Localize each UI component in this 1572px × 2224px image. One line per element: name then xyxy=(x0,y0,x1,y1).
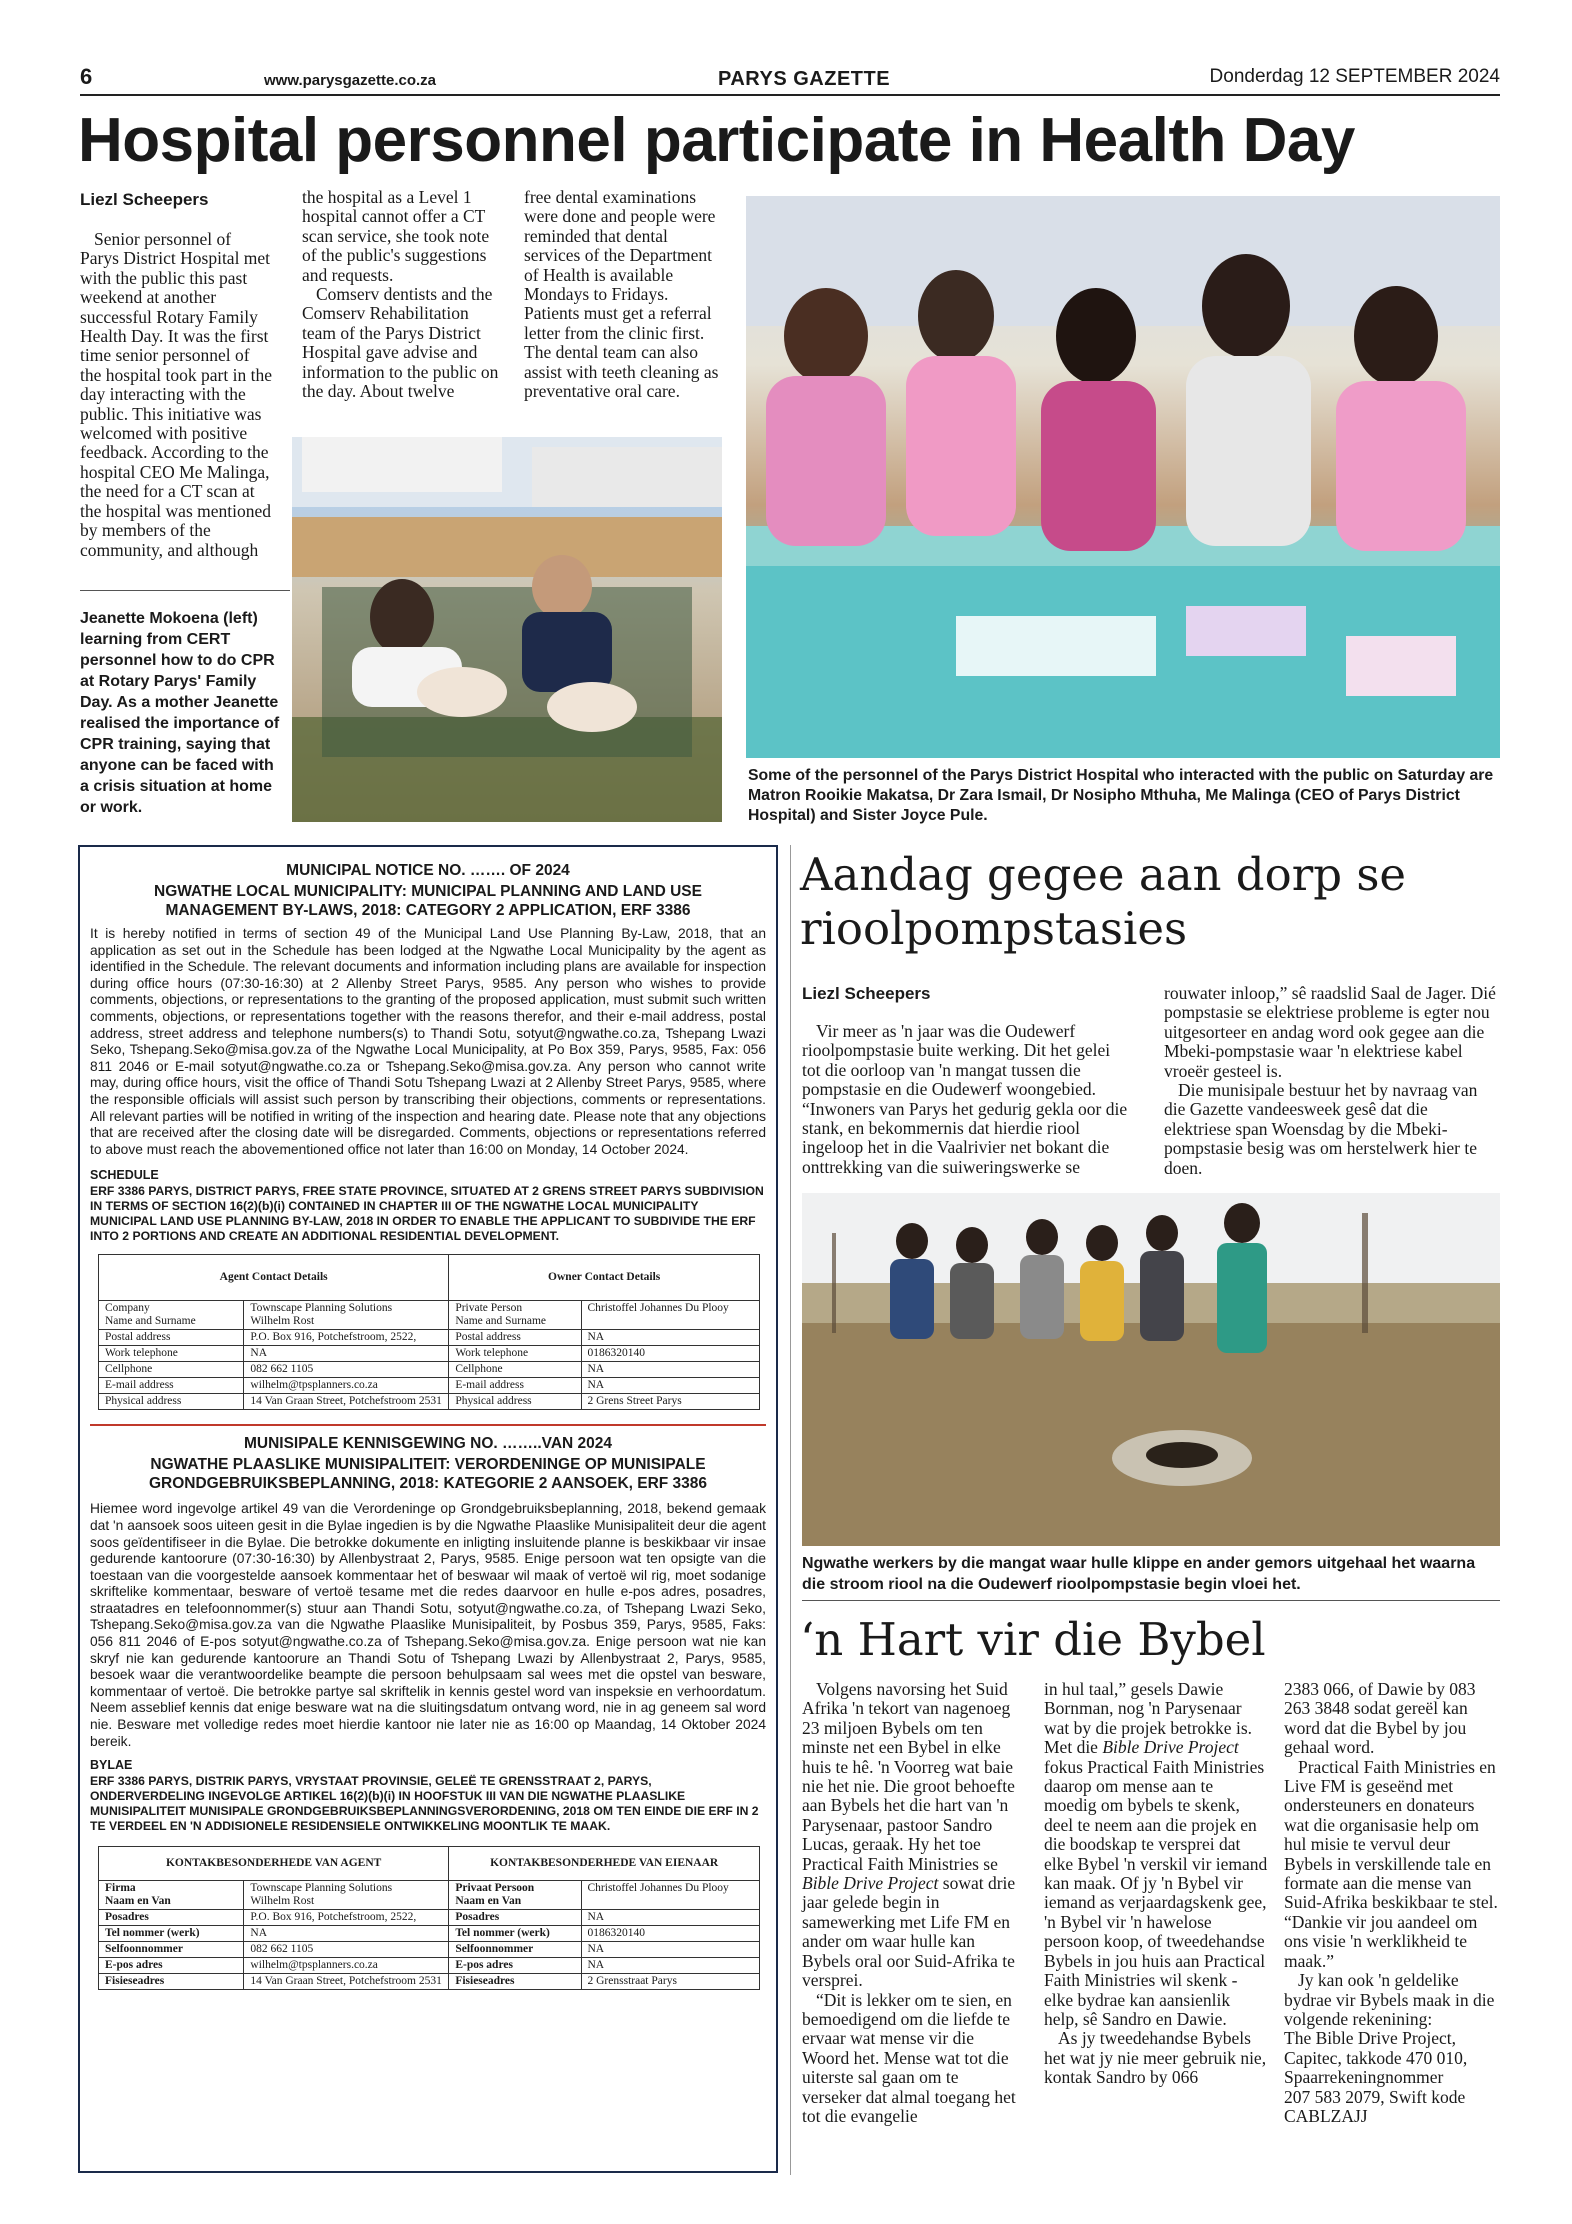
contact-field-value: NA xyxy=(581,1910,760,1926)
contact-table-row xyxy=(99,1958,760,1974)
contact-field-label: Selfoonnommer xyxy=(449,1942,581,1958)
photo-hospital-personnel xyxy=(746,196,1500,758)
contact-field-label: Cellphone xyxy=(449,1362,581,1378)
contact-field-label: Fisieseadres xyxy=(449,1974,581,1990)
contact-field-value: 082 662 1105 xyxy=(244,1362,449,1378)
contact-field-value: 14 Van Graan Street, Potchefstroom 2531 xyxy=(244,1394,449,1410)
contact-field-value: 14 Van Graan Street, Potchefstroom 2531 xyxy=(244,1974,449,1990)
contact-table-row xyxy=(99,1330,760,1346)
photo-cpr-training xyxy=(292,437,722,822)
contact-field-value: NA xyxy=(581,1378,760,1394)
contact-table-row xyxy=(99,1926,760,1942)
contact-field-value: NA xyxy=(581,1942,760,1958)
notice-en-contact-table xyxy=(98,1254,760,1410)
caption-cpr: Jeanette Mokoena (left) learning from CERT personnel how to do CPR at Rotary Parys' Family Day. As a mother Jeanette realised the importance of CPR training, saying that anyone can be faced with a crisis situation at home or work. xyxy=(80,610,280,816)
byline-article1: Liezl Scheepers xyxy=(80,190,209,209)
contact-table-row xyxy=(99,1346,760,1362)
article1-col1-text: Senior personnel of Parys District Hospital met with the public this past weekend at another successful Rotary Family Health Day. It was the first time senior personnel of the hospital took part in the day interacting with the public. This initiative was welcomed with positive feedback. According to the hospital CEO Me Malinga, the need for a CT scan at the hospital was mentioned by members of the community, and although xyxy=(80,229,272,560)
municipal-notice-box xyxy=(78,845,778,2173)
contact-field-label: Postal address xyxy=(99,1330,244,1346)
notice-en-schedule: ERF 3386 PARYS, DISTRICT PARYS, FREE STATE PROVINCE, SITUATED AT 2 GRENS STREET PARYS SUBDIVISION IN TERMS OF SECTION 16(2)(b)(i) CONTAINED IN CHAPTER III OF THE NGWATHE LOCAL MUNICIPALITY MUNICIPAL LAND USE PLANNING BY-LAW, 2018 IN ORDER TO ENABLE THE APPLICANT TO SUBDIVIDE THE ERF INTO 2 PORTIONS AND CREATE AN ADDITIONAL RESIDENTIAL DEVELOPMENT. xyxy=(90,1184,764,1244)
contact-table-row xyxy=(99,1942,760,1958)
contact-field-label: E-mail address xyxy=(99,1378,244,1394)
contact-field-label: Private Person Name and Surname xyxy=(449,1301,581,1330)
contact-field-value: Townscape Planning Solutions Wilhelm Rost xyxy=(244,1881,449,1910)
notice-af-body: Hiemee word ingevolge artikel 49 van die Verordeninge op Grondgebruiksbeplanning, 2018, bekend gemaak dat 'n aansoek soos uiteen gesit in die Bylae ingedien is by die Ngwathe Plaaslike Munisipaliteit deur die agent soos geïdentifiseer in die Bylae. Die betrokke dokumente en inligting insluitende planne is beskikbaar vir insae gedurende kantoorure (07:30-16:30) by Allenbystraat 2, Parys, 9585. Enige persoon wat ten opsigte van die toestaan van die voorgestelde aansoek kommentaar het of beswaar wil maak of vertoë wil rig, moet sodanige skriftelike kommentaar, besware of vertoë tesame met die redes daarvoor en hulle e-pos adres, posadres, straatadres en telefoonnommer(s) stuur aan Thandi Sotu, sotyut@ngwathe.co.za, of Tshepang Lwazi Seko, Tshepang.Seko@misa.gov.za van die Ngwathe Plaaslike Munisipaliteit, by Posbus 359, Parys, 9585, Faks: 056 811 2046 of E-pos sotyut@ngwathe.co.za of Tshepang.Seko@misa.gov.za. Enige persoon wat nie kan skryf nie kan gedurende kantoorure an Thandi Sotu of Tshepang Lwazi by Allenbystraat 2, Parys, 9585, besoek waar die verantwoordelike beampte die persoon behulpsaam sal wees met die opstel van besware, kommentaar of vertoë. Die betrokke partye sal skriftelik in kennis gestel word van inspeksie en verhoordatum. Neem asseblief kennis dat enige besware wat na die sluitingsdatum ontvang word, nie in ag geneem sal word nie. Besware met volledige redes moet hierdie kantoor nie later nie as 16:00 op Maandag, 14 Oktober 2024 bereik. xyxy=(90,1501,766,1749)
page-header xyxy=(80,62,1500,96)
article1-col2-p1: the hospital as a Level 1 hospital cannot offer a CT scan service, she took note of the public's suggestions and requests. xyxy=(302,187,490,285)
article1-column1 xyxy=(80,230,272,560)
notice-af-contact-table-wrap xyxy=(98,1846,760,1990)
article2-column2 xyxy=(1164,984,1498,1178)
contact-field-label: E-pos adres xyxy=(99,1958,244,1974)
contact-field-label: Privaat Persoon Naam en Van xyxy=(449,1881,581,1910)
contact-field-label: Physical address xyxy=(449,1394,581,1410)
article3-col1-p1: Volgens navorsing het Suid Afrika 'n tekort van nagenoeg 23 miljoen Bybels om ten minste net een Bybel in elke huis te hê. 'n Voorreg wat baie nie het nie. Die groot behoefte aan Bybels het die hart van 'n Parysenaar, pastoor Sandro Lucas, geraak. Hy het toe Practical Faith Ministries se xyxy=(802,1679,1015,1874)
contact-field-label: Tel nommer (werk) xyxy=(449,1926,581,1942)
agent-contact-header: Agent Contact Details xyxy=(99,1255,449,1301)
contact-field-value: NA xyxy=(581,1330,760,1346)
article3-column2 xyxy=(1044,1680,1268,2088)
notice-en-body: It is hereby notified in terms of section 49 of the Municipal Land Use Planning By-Law, 2018, that an application as set out in the Schedule has been lodged at the Ngwathe Local Municipality by the agent as identified in the Schedule. The relevant documents and information including plans are available for inspection during office hours (07:30-16:30) at 2 Allenby Street Parys, 9585. Any person who wishes to provide comments, objections, or representations to the granting of the proposed application, must submit such written comments, objections, or representations together with the reasons therefor, and their e-mail address, postal address, street address and telephone numbers(s) to Thandi Sotu, sotyut@ngwathe.co.za, Tshepang Lwazi Seko, Tshepang.Seko@misa.gov.za of the Ngwathe Local Municipality, at Po Box 359, Parys, 9585, Fax: 056 811 2046 or E-mail sotyut@ngwathe.co.za or Tshepang.Seko@misa.gov.za. Any person who cannot write may, during office hours, visit the office of Thandi Sotu Tshepang Lwazi at 2 Allenby Street Parys, 9585, where the responsible officials will assist such person by transcribing their objections, comments or representations. All relevant parties will be notified in writing of the inspection and hearing date. Please note that any objections that are received after the closing date will be disregarded. Comments, objections or representations referred to above must reach the abovementioned office not later than 16:00 on Monday, 14 October 2024. xyxy=(90,926,766,1157)
article2-column1 xyxy=(802,1022,1132,1177)
contact-field-value: Townscape Planning Solutions Wilhelm Rost xyxy=(244,1301,449,1330)
headline-health-day: Hospital personnel participate in Health Day xyxy=(78,106,1355,175)
issue-date: Donderdag 12 SEPTEMBER 2024 xyxy=(1209,66,1500,87)
article3-col2-p1: in hul taal,” gesels Dawie Bornman, nog 'n Parysenaar wat by die projek betrokke is. Met die xyxy=(1044,1679,1253,1758)
contact-field-label: Selfoonnommer xyxy=(99,1942,244,1958)
contact-field-value: 2 Grensstraat Parys xyxy=(581,1974,760,1990)
photo-ngwathe-workers xyxy=(802,1193,1500,1546)
af-owner-contact-header: KONTAKBESONDERHEDE VAN EIENAAR xyxy=(449,1847,760,1881)
caption-hospital-personnel: Some of the personnel of the Parys District Hospital who interacted with the public on Saturday are Matron Rooikie Makatsa, Dr Zara Ismail, Dr Nosipho Mthuha, Me Malinga (CEO of Parys District Hospital) and Sister Joyce Pule. xyxy=(748,767,1494,824)
headline-rioolpompstasies: Aandag gegee aan dorp se rioolpompstasies xyxy=(800,848,1407,955)
notice-af-schedule: ERF 3386 PARYS, DISTRIK PARYS, VRYSTAAT PROVINSIE, GELEË TE GRENSSTRAAT 2, PARYS, ONDERVERDELING INGEVOLGE ARTIKEL 16(2)(b)(i) IN HOOFSTUK III VAN DIE NGWATHE PLAASLIKE MUNISIPALITEIT MUNISIPALE GRONDGEBRUIKSBEPLANNINGSVERORDENING, 2018 OM TEN EINDE DIE ERF IN 2 TE VERDEEL EN 'N ADDISIONELE RESIDENSIELE ONTWIKKELING MOONTLIK TE MAAK. xyxy=(90,1774,759,1834)
notice-af-title1: MUNISIPALE KENNISGEWING NO. ……..VAN 2024 xyxy=(243,1435,613,1453)
article3-col1-p1b: sowat drie jaar gelede begin in samewerking met Life FM en ander om waar hulle kan Bybels oral oor Suid-Afrika te versprei. xyxy=(802,1873,1016,1991)
bank-details xyxy=(1284,2029,1500,2126)
notice-en-contact-table-wrap xyxy=(98,1254,760,1410)
contact-field-label: E-mail address xyxy=(449,1378,581,1394)
contact-table-row xyxy=(99,1378,760,1394)
notice-divider xyxy=(90,1424,766,1426)
contact-field-value: wilhelm@tpsplanners.co.za xyxy=(244,1958,449,1974)
contact-table-row xyxy=(99,1362,760,1378)
notice-en-table-body xyxy=(99,1301,760,1410)
article2-col1-text: Vir meer as 'n jaar was die Oudewerf rioolpompstasie buite werking. Dit het gelei tot die oorloop van 'n mangat tussen die pompstasie en die Oudewerf woongebied. “Inwoners van Parys het gedurig gekla oor die stank, en bekommernis dat hierdie riool ingeloop het in die Vaalrivier net bokant die onttrekking van die suiweringswerke se xyxy=(802,1021,1128,1177)
bank-line: 207 583 2079, Swift kode xyxy=(1284,2086,1466,2107)
article3-col2-p1b: fokus Practical Faith Ministries daarop om mense aan te moedig om bybels te skenk, deel te neem aan die projek en die boodskap te versprei dat elke Bybel 'n verskil vir iemand kan maak. Of jy 'n Bybel vir iemand as verjaardagskenk gee, 'n Bybel vir 'n hawelose persoon koop, of tweedehandse Bybels in jou huis aan Practical Faith Ministries wil skenk - elke bydrae kan aansienlik help, sê Sandro en Dawie. xyxy=(1044,1756,1268,2029)
article3-col2-italic: Bible Drive Project xyxy=(1102,1737,1239,1758)
website-url[interactable]: www.parysgazette.co.za xyxy=(264,72,437,89)
article3-col2-p2: As jy tweedehandse Bybels het wat jy nie meer gebruik nie, kontak Sandro by 066 xyxy=(1044,2028,1267,2088)
article3-col1-p2: “Dit is lekker om te sien, en bemoedigend om die liefde te ervaar wat mense vir die Woord het. Mense wat tot die uiterste sal gaan om te verseker dat almal toegang het tot die evangelie xyxy=(802,1989,1016,2126)
contact-field-value: P.O. Box 916, Potchefstroom, 2522, xyxy=(244,1330,449,1346)
contact-field-value: wilhelm@tpsplanners.co.za xyxy=(244,1378,449,1394)
article3-column1 xyxy=(802,1680,1018,2126)
notice-en-schedule-label: SCHEDULE xyxy=(90,1168,159,1183)
contact-field-value: NA xyxy=(244,1926,449,1942)
article2-col2-p2: Die munisipale bestuur het by navraag van die Gazette vandeesweek gesê dat die elektriese span Woensdag by die Mbeki-pompstasie besig was om herstelwerk hier te doen. xyxy=(1164,1080,1478,1178)
contact-field-label: E-pos adres xyxy=(449,1958,581,1974)
article2-col2-p1: rouwater inloop,” sê raadslid Saal de Jager. Dié pompstasie se elektriese probleme is egter nou uitgesorteer en andag word ook gegee aan die Mbeki-pompstasie waar 'n elektriese kabel vroeër gesteel is. xyxy=(1164,983,1496,1081)
article3-column3 xyxy=(1284,1680,1500,2126)
article3-col3-p1: 2383 066, of Dawie by 083 263 3848 sodat gereël kan word dat die Bybel by jou gehaal word. xyxy=(1284,1679,1476,1758)
contact-field-label: Company Name and Surname xyxy=(99,1301,244,1330)
headline-hart-vir-bybel: ‘n Hart vir die Bybel xyxy=(800,1613,1266,1666)
contact-field-value: 2 Grens Street Parys xyxy=(581,1394,760,1410)
article1-column3 xyxy=(524,188,724,401)
contact-field-label: Postal address xyxy=(449,1330,581,1346)
contact-field-label: Physical address xyxy=(99,1394,244,1410)
contact-table-row xyxy=(99,1394,760,1410)
contact-field-value: Christoffel Johannes Du Plooy xyxy=(581,1301,760,1330)
notice-af-schedule-label: BYLAE xyxy=(90,1758,133,1773)
byline-article2: Liezl Scheepers xyxy=(802,984,931,1003)
contact-field-label: Work telephone xyxy=(449,1346,581,1362)
contact-field-value: 0186320140 xyxy=(581,1926,760,1942)
notice-en-title2: NGWATHE LOCAL MUNICIPALITY: MUNICIPAL PLANNING AND LAND USE MANAGEMENT BY-LAWS, 2018: CATEGORY 2 APPLICATION, ERF 3386 xyxy=(154,883,702,919)
bank-line: Capitec, takkode 470 010, xyxy=(1284,2047,1468,2068)
bank-line: The Bible Drive Project, xyxy=(1284,2028,1457,2049)
contact-field-label: Firma Naam en Van xyxy=(99,1881,244,1910)
contact-table-row xyxy=(99,1974,760,1990)
contact-field-value: P.O. Box 916, Potchefstroom, 2522, xyxy=(244,1910,449,1926)
contact-table-row xyxy=(99,1910,760,1926)
personnel-group-illustration xyxy=(746,196,1500,758)
contact-field-value: Christoffel Johannes Du Plooy xyxy=(581,1881,760,1910)
contact-field-value: 0186320140 xyxy=(581,1346,760,1362)
notice-af-table-body xyxy=(99,1881,760,1990)
contact-table-row xyxy=(99,1301,760,1330)
contact-table-row xyxy=(99,1881,760,1910)
contact-field-value: NA xyxy=(581,1958,760,1974)
contact-field-label: Fisieseadres xyxy=(99,1974,244,1990)
bank-line: Spaarrekeningnommer xyxy=(1284,2067,1444,2088)
masthead: PARYS GAZETTE xyxy=(718,68,891,90)
article3-col3-p3: Jy kan ook 'n geldelike bydrae vir Bybels maak in die volgende rekenining: xyxy=(1284,1970,1495,2029)
contact-field-label: Cellphone xyxy=(99,1362,244,1378)
contact-field-label: Tel nommer (werk) xyxy=(99,1926,244,1942)
notice-af-title2: NGWATHE PLAASLIKE MUNISIPALITEIT: VERORDENINGE OP MUNISIPALE GRONDGEBRUIKSBEPLANNING, 2018: KATEGORIE 2 AANSOEK, ERF 3386 xyxy=(148,1456,708,1493)
contact-field-value: 082 662 1105 xyxy=(244,1942,449,1958)
article1-column2 xyxy=(302,188,502,401)
contact-field-value: NA xyxy=(581,1362,760,1378)
owner-contact-header: Owner Contact Details xyxy=(449,1255,760,1301)
contact-field-label: Work telephone xyxy=(99,1346,244,1362)
contact-field-value: NA xyxy=(244,1346,449,1362)
workers-scene-illustration xyxy=(802,1193,1500,1546)
article1-col3-text: free dental examinations were done and people were reminded that dental services of the Department of Health is available Mondays to Fridays. Patients must get a referral letter from the clinic first. The dental team can also assist with teeth cleaning as preventative oral care. xyxy=(524,187,719,402)
bank-line: CABLZAJJ xyxy=(1284,2105,1368,2126)
article1-col2-p2: Comserv dentists and the Comserv Rehabilitation team of the Parys District Hospital gave advise and information to the public on the day. About twelve xyxy=(302,284,499,402)
article3-col3-p2: Practical Faith Ministries en Live FM is geseënd met ondersteuners en donateurs wat die organisasie help om hul misie te vervul deur Bybels in verskillende tale en formate aan die mense van Suid-Afrika beskikbaar te stel. “Dankie vir jou aandeel om ons visie 'n werklikheid te maak.” xyxy=(1284,1756,1498,1971)
notice-en-title1: MUNICIPAL NOTICE NO. ……. OF 2024 xyxy=(286,862,570,879)
contact-field-label: Posadres xyxy=(99,1910,244,1926)
caption-ngwathe-workers: Ngwathe werkers by die mangat waar hulle klippe en ander gemors uitgehaal het waarna die stroom riool na die Oudewerf rioolpompstasie begin vloei het. xyxy=(802,1555,1476,1593)
af-agent-contact-header: KONTAKBESONDERHEDE VAN AGENT xyxy=(99,1847,449,1881)
notice-af-contact-table xyxy=(98,1846,760,1990)
article3-col1-italic: Bible Drive Project xyxy=(802,1873,939,1894)
page-number: 6 xyxy=(80,64,93,89)
cpr-scene-illustration xyxy=(292,437,722,822)
contact-field-label: Posadres xyxy=(449,1910,581,1926)
